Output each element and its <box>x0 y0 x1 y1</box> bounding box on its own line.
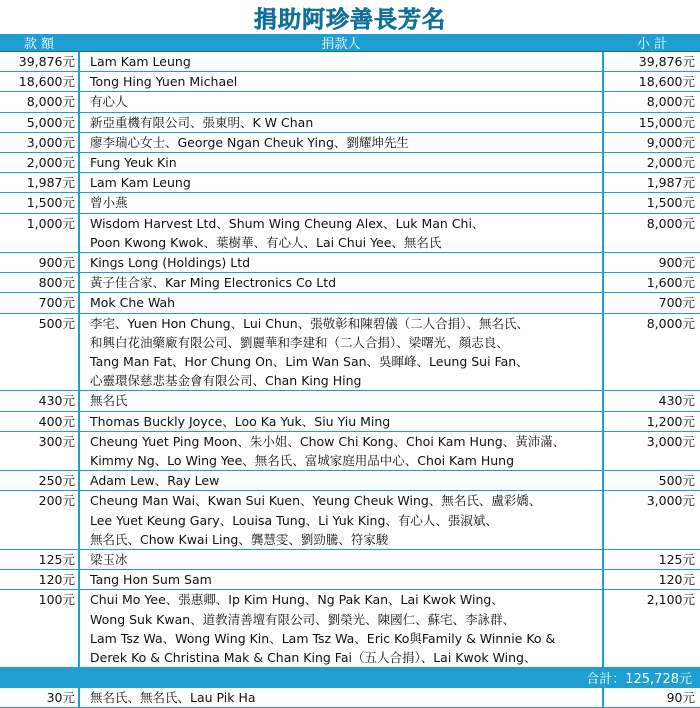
donation-amount: 500元 <box>0 313 79 391</box>
donation-amount: 1,500元 <box>0 193 79 213</box>
row-subtotal: 18,600元 <box>603 72 700 92</box>
row-subtotal: 8,000元 <box>603 213 700 252</box>
row-subtotal: 700元 <box>603 293 700 313</box>
donor-names: Wisdom Harvest Ltd、Shum Wing Cheung Alex、Luk Man Chi、 Poon Kwong Kwok、葉樹華、有心人、Lai Chui Yee、無名氏 <box>79 213 603 252</box>
donor-names: 廖李瑞心女士、George Ngan Cheuk Ying、劉耀坤先生 <box>79 132 603 152</box>
donation-amount: 250元 <box>0 471 79 491</box>
table-row <box>0 391 700 411</box>
donor-names: 黃子佳合家、Kar Ming Electronics Co Ltd <box>79 273 603 293</box>
row-subtotal: 9,000元 <box>603 132 700 152</box>
row-subtotal: 2,000元 <box>603 153 700 173</box>
donation-amount: 30元 <box>0 687 79 707</box>
table-row <box>0 52 700 72</box>
donation-amount: 8,000元 <box>0 92 79 112</box>
donation-amount: 200元 <box>0 491 79 550</box>
donor-table <box>0 52 700 708</box>
header-subtotal: 小 計 <box>636 37 668 52</box>
donor-names: Thomas Buckly Joyce、Loo Ka Yuk、Siu Yiu Ming <box>79 411 603 431</box>
donor-names: Kings Long (Holdings) Ltd <box>79 253 603 273</box>
table-row <box>0 471 700 491</box>
table-row <box>0 112 700 132</box>
table-row <box>0 431 700 470</box>
donor-names: Cheung Man Wai、Kwan Sui Kuen、Yeung Cheuk Wing、無名氏、盧彩嬌、 Lee Yuet Keung Gary、Louisa Tung、Li Yuk King、有心人、張淑斌、 無名氏、Chow Kwai Ling、龔慧雯、劉勁騰、符家駿 <box>79 491 603 550</box>
donor-names: 無名氏、無名氏、Lau Pik Ha <box>79 687 603 707</box>
donation-amount: 125元 <box>0 550 79 570</box>
table-row <box>0 253 700 273</box>
row-subtotal: 3,000元 <box>603 431 700 470</box>
total-bar <box>0 667 700 688</box>
row-subtotal: 8,000元 <box>603 313 700 391</box>
table-row <box>0 570 700 590</box>
row-subtotal: 1,600元 <box>603 273 700 293</box>
row-subtotal: 8,000元 <box>603 92 700 112</box>
donation-amount: 400元 <box>0 411 79 431</box>
donor-names: Adam Lew、Ray Lew <box>79 471 603 491</box>
donor-table-body <box>0 52 700 707</box>
donation-amount: 1,987元 <box>0 173 79 193</box>
table-row <box>0 92 700 112</box>
donation-amount: 300元 <box>0 431 79 470</box>
donor-names: Cheung Yuet Ping Moon、朱小姐、Chow Chi Kong、Choi Kam Hung、黃沛滿、 Kimmy Ng、Lo Wing Yee、無名氏、富城家庭用品中心、Choi Kam Hung <box>79 431 603 470</box>
donor-names: Chui Mo Yee、張惠卿、Ip Kim Hung、Ng Pak Kan、Lai Kwok Wing、 Wong Suk Kwan、道教清善壇有限公司、劉榮光、陳國仁、蘇宅、李詠群、 Lam Tsz Wa、Wong Wing Kin、Lam Tsz Wa、Eric Ko與Family & Winnie Ko & Derek Ko & Christina Mak & Chan King Fai（五人合捐）、Lai Kwok Wing、 <box>79 590 603 687</box>
table-row <box>0 411 700 431</box>
donor-names: Tong Hing Yuen Michael <box>79 72 603 92</box>
donor-names: 新亞重機有限公司、張東明、K W Chan <box>79 112 603 132</box>
table-row <box>0 491 700 550</box>
row-subtotal: 500元 <box>603 471 700 491</box>
table-row <box>0 153 700 173</box>
donor-names: Mok Che Wah <box>79 293 603 313</box>
donation-amount: 430元 <box>0 391 79 411</box>
donation-amount: 800元 <box>0 273 79 293</box>
table-row <box>0 550 700 570</box>
table-row <box>0 72 700 92</box>
donor-names: 李宅、Yuen Hon Chung、Lui Chun、張敬彰和陳碧儀（二人合捐）、無名氏、 和興白花油藥廠有限公司、劉麗華和李建和（二人合捐）、梁曙光、顏志良、 Tang Man Fat、Hor Chung On、Lim Wan San、吳暉峰、Leung Sui Fan、 心靈環保慈悲基金會有限公司、Chan King Hing <box>79 313 603 391</box>
row-subtotal: 3,000元 <box>603 491 700 550</box>
table-row <box>0 273 700 293</box>
donor-names: Fung Yeuk Kin <box>79 153 603 173</box>
donor-names: Lam Kam Leung <box>79 52 603 72</box>
donation-amount: 18,600元 <box>0 72 79 92</box>
total-label: 合計：125,728元 <box>586 672 692 687</box>
table-row <box>0 193 700 213</box>
header-donor: 捐款人 <box>321 37 361 52</box>
table-row <box>0 132 700 152</box>
table-row <box>0 313 700 391</box>
row-subtotal: 90元 <box>603 687 700 707</box>
title-bar <box>0 0 700 34</box>
table-row <box>0 293 700 313</box>
row-subtotal: 1,987元 <box>603 173 700 193</box>
header-amount: 款 額 <box>23 37 55 52</box>
row-subtotal: 1,500元 <box>603 193 700 213</box>
donation-amount: 700元 <box>0 293 79 313</box>
table-row <box>0 687 700 707</box>
donor-names: 無名氏 <box>79 391 603 411</box>
donor-names: 梁玉冰 <box>79 550 603 570</box>
donation-amount: 100元 <box>0 590 79 687</box>
donor-names: Lam Kam Leung <box>79 173 603 193</box>
row-subtotal: 39,876元 <box>603 52 700 72</box>
donor-names: 曾小燕 <box>79 193 603 213</box>
table-row <box>0 213 700 252</box>
donation-amount: 120元 <box>0 570 79 590</box>
row-subtotal: 120元 <box>603 570 700 590</box>
donation-amount: 1,000元 <box>0 213 79 252</box>
donor-names: 有心人 <box>79 92 603 112</box>
row-subtotal: 900元 <box>603 253 700 273</box>
row-subtotal: 2,100元 <box>603 590 700 687</box>
donor-names: Tang Hon Sum Sam <box>79 570 603 590</box>
row-subtotal: 125元 <box>603 550 700 570</box>
table-row <box>0 173 700 193</box>
row-subtotal: 15,000元 <box>603 112 700 132</box>
page-title: 捐助阿珍善長芳名 <box>254 6 446 33</box>
donation-amount: 3,000元 <box>0 132 79 152</box>
row-subtotal: 1,200元 <box>603 411 700 431</box>
table-header <box>0 34 700 52</box>
donation-amount: 39,876元 <box>0 52 79 72</box>
donation-amount: 900元 <box>0 253 79 273</box>
donation-amount: 5,000元 <box>0 112 79 132</box>
row-subtotal: 430元 <box>603 391 700 411</box>
donation-amount: 2,000元 <box>0 153 79 173</box>
